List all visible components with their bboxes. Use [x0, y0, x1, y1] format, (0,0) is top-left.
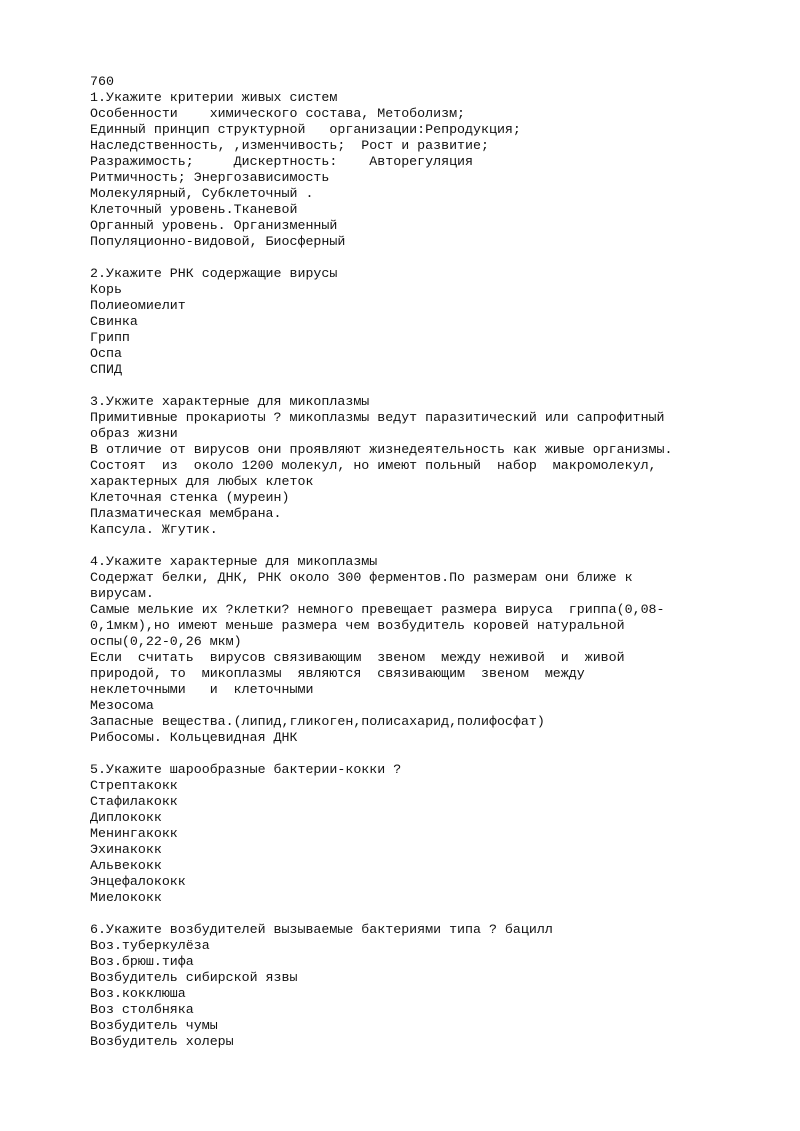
answer-line: Самые мелькие их ?клетки? немного превещает размера вируса гриппа(0,08- — [90, 602, 665, 617]
answer-line: Капсула. Жгутик. — [90, 522, 218, 537]
answer-line: Воз столбняка — [90, 1002, 194, 1017]
answer-line: Примитивные прокариоты ? микоплазмы ведут паразитический или сапрофитный — [90, 410, 665, 425]
answer-line: СПИД — [90, 362, 122, 377]
section-spacer — [90, 746, 780, 762]
answer-line: 0,1мкм),но имеют меньше размера чем возбудитель коровей натуральной — [90, 618, 625, 633]
answer-line: Если считать вирусов связивающим звеном между неживой и живой — [90, 650, 625, 665]
answer-line: Возбудитель холеры — [90, 1034, 234, 1049]
answer-line: Воз.туберкулёза — [90, 938, 210, 953]
question-title: 1.Укажите критерии живых систем — [90, 90, 338, 105]
page-number: 760 — [90, 74, 114, 89]
answer-line: Плазматическая мембрана. — [90, 506, 282, 521]
answer-line: Состоят из около 1200 молекул, но имеют польный набор макромолекул, — [90, 458, 657, 473]
answer-line: Органный уровень. Организменный — [90, 218, 338, 233]
answer-line: характерных для любых клеток — [90, 474, 314, 489]
question-block — [90, 922, 780, 1050]
question-title: 6.Укажите возбудителей вызываемые бактериями типа ? бацилл — [90, 922, 553, 937]
section-spacer — [90, 906, 780, 922]
question-block — [90, 266, 780, 394]
answer-line: Свинка — [90, 314, 138, 329]
answer-line: неклеточными и клеточными — [90, 682, 314, 697]
answer-line: В отличие от вирусов они проявляют жизнедеятельность как живые организмы. — [90, 442, 673, 457]
answer-line: Содержат белки, ДНК, РНК около 300 ферментов.По размерам они ближе к — [90, 570, 633, 585]
question-block — [90, 762, 780, 922]
answer-line: оспы(0,22-0,26 мкм) — [90, 634, 242, 649]
answer-line: Миелококк — [90, 890, 162, 905]
answer-line: вирусам. — [90, 586, 154, 601]
answer-line: Популяционно-видовой, Биосферный — [90, 234, 346, 249]
answer-line: Разражимость; Дискертность: Авторегуляция — [90, 154, 474, 169]
document-body — [90, 74, 780, 1050]
answer-line: Единный принцип структурной организации:Репродукция; — [90, 122, 521, 137]
answer-line: Воз.брюш.тифа — [90, 954, 194, 969]
answer-line: Клеточный уровень.Тканевой — [90, 202, 298, 217]
answer-line: Воз.кокклюша — [90, 986, 186, 1001]
sections-container — [90, 90, 780, 1050]
answer-line: Молекулярный, Субклеточный . — [90, 186, 314, 201]
answer-line: Диплококк — [90, 810, 162, 825]
question-title: 4.Укажите характерные для микоплазмы — [90, 554, 378, 569]
answer-line: Менингакокк — [90, 826, 178, 841]
answer-line: Ритмичность; Энергозависимость — [90, 170, 330, 185]
answer-line: Возбудитель чумы — [90, 1018, 218, 1033]
answer-line: Энцефалококк — [90, 874, 186, 889]
question-title: 5.Укажите шарообразные бактерии-кокки ? — [90, 762, 402, 777]
answer-line: Полиеомиелит — [90, 298, 186, 313]
question-title: 2.Укажите РНК содержащие вирусы — [90, 266, 338, 281]
answer-line: природой, то микоплазмы являются связивающим звеном между — [90, 666, 585, 681]
question-block — [90, 554, 780, 762]
answer-line: Стрептакокк — [90, 778, 178, 793]
answer-line: Стафилакокк — [90, 794, 178, 809]
answer-line: Грипп — [90, 330, 130, 345]
section-spacer — [90, 538, 780, 554]
answer-line: Возбудитель сибирской язвы — [90, 970, 298, 985]
answer-line: Наследственность, ,изменчивость; Рост и развитие; — [90, 138, 489, 153]
answer-line: Запасные вещества.(липид,гликоген,полисахарид,полифосфат) — [90, 714, 545, 729]
answer-line: Корь — [90, 282, 122, 297]
answer-line: Мезосома — [90, 698, 154, 713]
answer-line: Оспа — [90, 346, 122, 361]
answer-line: Рибосомы. Кольцевидная ДНК — [90, 730, 298, 745]
question-block — [90, 90, 780, 266]
section-spacer — [90, 378, 780, 394]
answer-line: Альвекокк — [90, 858, 162, 873]
answer-line: Особенности химического состава, Метоболизм; — [90, 106, 466, 121]
answer-line: образ жизни — [90, 426, 178, 441]
question-title: 3.Укжите характерные для микоплазмы — [90, 394, 370, 409]
answer-line: Эхинакокк — [90, 842, 162, 857]
section-spacer — [90, 250, 780, 266]
question-block — [90, 394, 780, 554]
answer-line: Клеточная стенка (муреин) — [90, 490, 290, 505]
